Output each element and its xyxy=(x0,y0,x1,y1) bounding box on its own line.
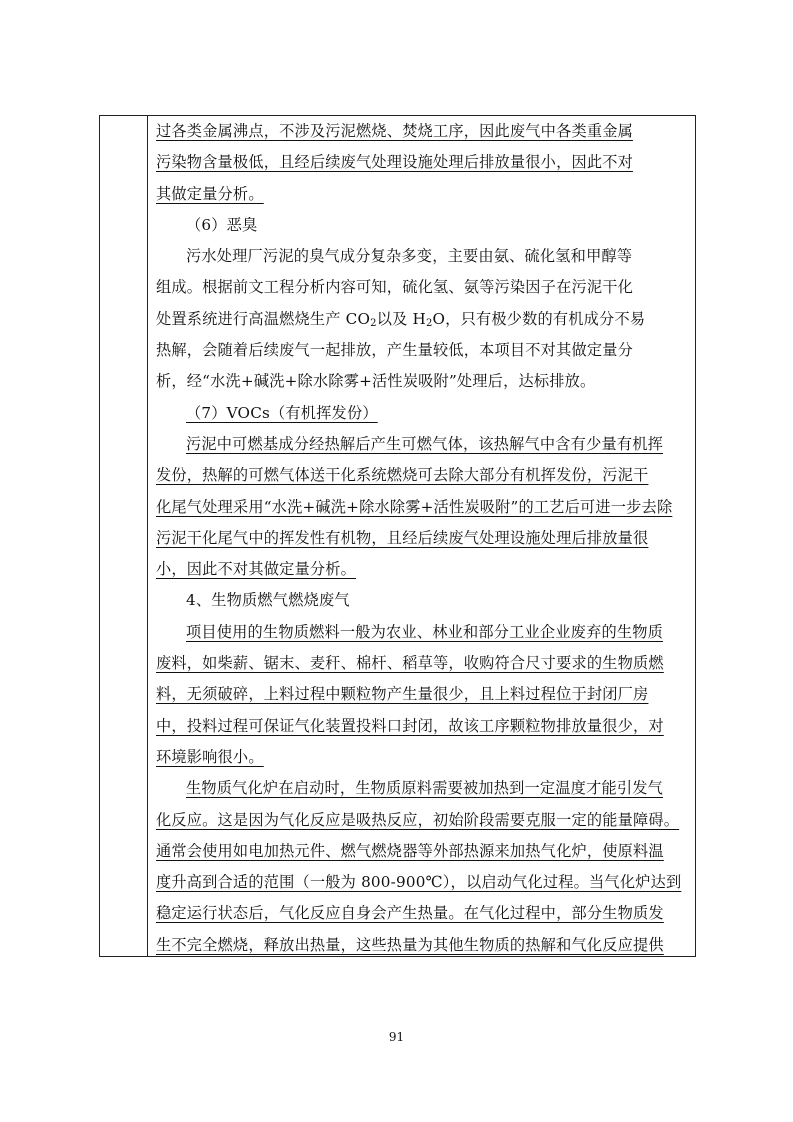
table-frame xyxy=(99,115,696,957)
text-line: 污泥中可燃基成分经热解后产生可燃气体，该热解气中含有少量有机挥 xyxy=(186,434,664,453)
text-line: 稳定运行状态后，气化反应自身会产生热量。在气化过程中，部分生物质发 xyxy=(156,904,664,923)
text-line: 项目使用的生物质燃料一般为农业、林业和部分工业企业废弃的生物质 xyxy=(186,622,664,641)
text-line: 生物质气化炉在启动时，生物质原料需要被加热到一定温度才能引发气 xyxy=(186,779,664,798)
text-line: 通常会使用如电加热元件、燃气燃烧器等外部热源来加热气化炉，使原料温 xyxy=(156,841,664,860)
text-line: 中，投料过程可保证气化装置投料口封闭，故该工序颗粒物排放量很少，对 xyxy=(156,716,664,735)
text-line: 发份，热解的可燃气体送干化系统燃烧可去除大部分有机挥发份，污泥干 xyxy=(156,466,649,485)
text-line: 过各类金属沸点，不涉及污泥燃烧、焚烧工序，因此废气中各类重金属 xyxy=(156,122,634,140)
content-cell xyxy=(156,116,685,961)
text-line: 环境影响很小。 xyxy=(156,747,264,766)
text-line: 生不完全燃烧，释放出热量，这些热量为其他生物质的热解和气化反应提供 xyxy=(156,935,664,954)
page-number: 91 xyxy=(388,1030,405,1044)
text-line: 度升高到合适的范围（一般为 800-900℃），以启动气化过程。当气化炉达到 xyxy=(156,873,682,892)
column-divider xyxy=(147,116,148,956)
text-line: 污水处理厂污泥的臭气成分复杂多变，主要由氨、硫化氢和甲醇等 xyxy=(186,247,633,266)
text-line: 污染物含量极低，且经后续废气处理设施处理后排放量很小，因此不对 xyxy=(156,153,634,172)
text-line: 废料，如柴薪、锯末、麦秆、棉杆、稻草等，收购符合尺寸要求的生物质燃 xyxy=(156,654,664,673)
text-line: 污泥干化尾气中的挥发性有机物，且经后续废气处理设施处理后排放量很 xyxy=(156,528,649,547)
text-line: 组成。根据前文工程分析内容可知，硫化氢、氨等污染因子在污泥干化 xyxy=(156,278,634,297)
text-line: 析，经“水洗+碱洗+除水除雾+活性炭吸附”处理后，达标排放。 xyxy=(156,372,596,391)
text-line: 处置系统进行高温燃烧生产 $CO_2$以及 $H_2O$，只有极少数的有机成分不易 xyxy=(156,309,646,329)
text-line: 料，无须破碎，上料过程中颗粒物产生量很少，且上料过程位于封闭厂房 xyxy=(156,685,649,704)
section-heading: 4、生物质燃气燃烧废气 xyxy=(186,591,350,610)
text-line: 化尾气处理采用“水洗+碱洗+除水除雾+活性炭吸附”的工艺后可进一步去除 xyxy=(156,497,673,516)
text-line: 热解，会随着后续废气一起排放，产生量较低，本项目不对其做定量分 xyxy=(156,341,634,360)
text-line: 小，因此不对其做定量分析。 xyxy=(156,560,357,579)
section-heading: （6）恶臭 xyxy=(186,215,258,234)
text-line: 化反应。这是因为气化反应是吸热反应，初始阶段需要克服一定的能量障碍。 xyxy=(156,810,680,829)
text-line: 其做定量分析。 xyxy=(156,184,264,203)
section-heading: （7）VOCs（有机挥发份） xyxy=(186,403,378,422)
